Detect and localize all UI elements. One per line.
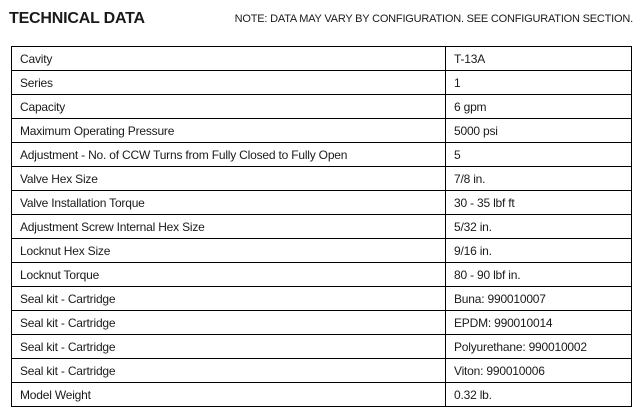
table-row bbox=[12, 311, 632, 335]
spec-value: 7/8 in. bbox=[446, 167, 632, 191]
table-row bbox=[12, 335, 632, 359]
spec-value: 0.32 lb. bbox=[446, 383, 632, 407]
spec-label: Capacity bbox=[12, 95, 446, 119]
table-row bbox=[12, 95, 632, 119]
spec-value: 1 bbox=[446, 71, 632, 95]
spec-label: Seal kit - Cartridge bbox=[12, 335, 446, 359]
table-row bbox=[12, 215, 632, 239]
spec-label: Valve Hex Size bbox=[12, 167, 446, 191]
spec-value: 9/16 in. bbox=[446, 239, 632, 263]
table-row bbox=[12, 167, 632, 191]
spec-label: Maximum Operating Pressure bbox=[12, 119, 446, 143]
spec-label: Valve Installation Torque bbox=[12, 191, 446, 215]
spec-value: 6 gpm bbox=[446, 95, 632, 119]
spec-label: Locknut Hex Size bbox=[12, 239, 446, 263]
header bbox=[9, 9, 633, 31]
spec-value: Polyurethane: 990010002 bbox=[446, 335, 632, 359]
spec-value: T-13A bbox=[446, 47, 632, 71]
spec-label: Cavity bbox=[12, 47, 446, 71]
table-row bbox=[12, 239, 632, 263]
spec-value: 80 - 90 lbf in. bbox=[446, 263, 632, 287]
page-title: TECHNICAL DATA bbox=[9, 10, 145, 27]
spec-value: 5/32 in. bbox=[446, 215, 632, 239]
spec-label: Model Weight bbox=[12, 383, 446, 407]
configuration-note: NOTE: DATA MAY VARY BY CONFIGURATION. SEE CONFIGURATION SECTION. bbox=[234, 13, 633, 25]
technical-data-table bbox=[11, 46, 632, 407]
technical-data-body bbox=[12, 47, 632, 407]
table-row bbox=[12, 71, 632, 95]
spec-label: Series bbox=[12, 71, 446, 95]
spec-value: 30 - 35 lbf ft bbox=[446, 191, 632, 215]
spec-label: Seal kit - Cartridge bbox=[12, 287, 446, 311]
table-row bbox=[12, 143, 632, 167]
spec-label: Seal kit - Cartridge bbox=[12, 359, 446, 383]
spec-label: Adjustment Screw Internal Hex Size bbox=[12, 215, 446, 239]
table-row bbox=[12, 47, 632, 71]
table-row bbox=[12, 383, 632, 407]
spec-label: Seal kit - Cartridge bbox=[12, 311, 446, 335]
spec-value: Buna: 990010007 bbox=[446, 287, 632, 311]
table-row bbox=[12, 191, 632, 215]
table-row bbox=[12, 359, 632, 383]
spec-value: Viton: 990010006 bbox=[446, 359, 632, 383]
spec-value: 5 bbox=[446, 143, 632, 167]
table-row bbox=[12, 119, 632, 143]
spec-value: EPDM: 990010014 bbox=[446, 311, 632, 335]
spec-value: 5000 psi bbox=[446, 119, 632, 143]
spec-label: Locknut Torque bbox=[12, 263, 446, 287]
table-row bbox=[12, 287, 632, 311]
spec-label: Adjustment - No. of CCW Turns from Fully Closed to Fully Open bbox=[12, 143, 446, 167]
table-row bbox=[12, 263, 632, 287]
